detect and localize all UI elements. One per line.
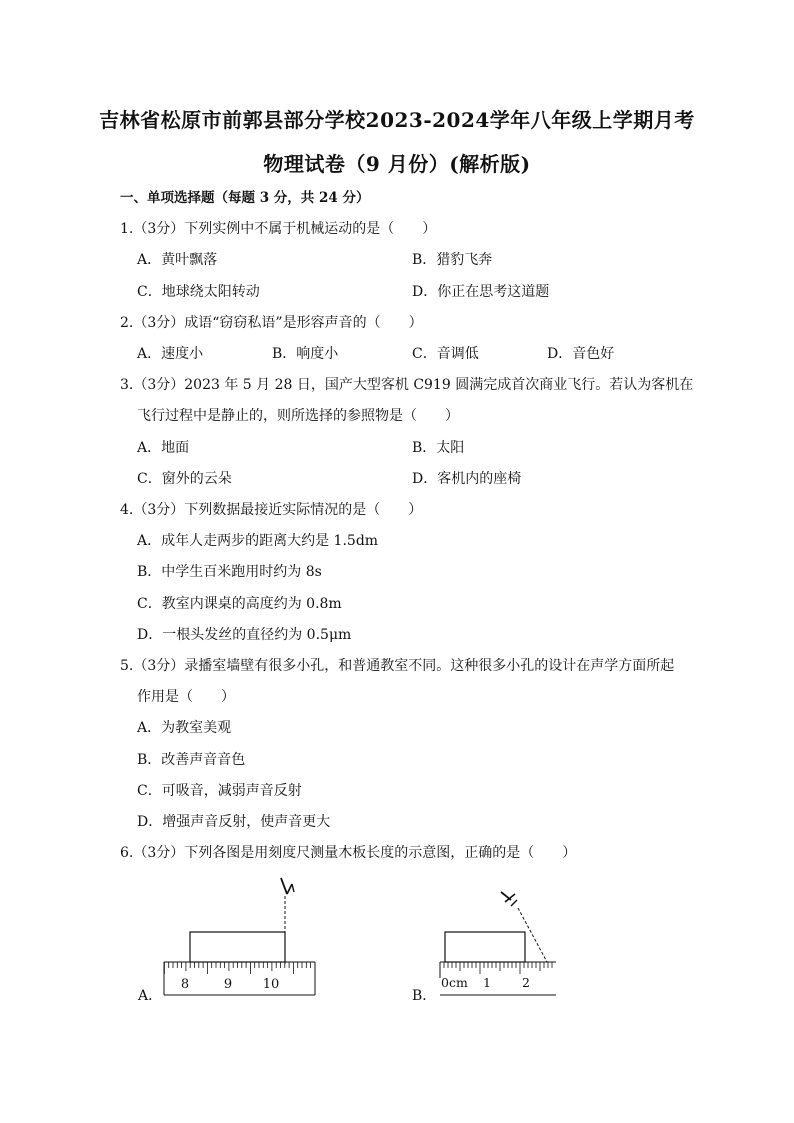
question-2-stem: 2.（3分）成语“窃窃私语”是形容声音的（ ） bbox=[120, 315, 423, 331]
tick-label: 2 bbox=[522, 975, 530, 990]
ruler-figure-a bbox=[150, 870, 330, 1005]
eye-icon bbox=[501, 892, 517, 906]
q2-option-a: A．速度小 bbox=[137, 346, 204, 362]
eye-icon bbox=[281, 878, 294, 894]
q2-option-c: C．音调低 bbox=[412, 346, 479, 362]
q3-option-d: D．客机内的座椅 bbox=[412, 471, 522, 487]
q2-option-b: B．响度小 bbox=[272, 346, 339, 362]
q5-option-c: C．可吸音，减弱声音反射 bbox=[137, 783, 302, 799]
q4-option-b: B．中学生百米跑用时约为 8s bbox=[137, 564, 322, 580]
tick-label: 8 bbox=[180, 977, 190, 992]
wood-board bbox=[190, 932, 285, 962]
tick-label: 9 bbox=[223, 977, 233, 992]
q1-option-a: A．黄叶飘落 bbox=[137, 252, 218, 268]
tick-label: 1 bbox=[483, 975, 491, 990]
tick-label: 0cm bbox=[441, 975, 468, 990]
q1-option-d: D．你正在思考这道题 bbox=[412, 284, 550, 300]
q1-option-c: C．地球绕太阳转动 bbox=[137, 284, 260, 300]
question-6-stem: 6.（3分）下列各图是用刻度尺测量木板长度的示意图，正确的是（ ） bbox=[120, 845, 577, 861]
question-3-stem: 3.（3分）2023 年 5 月 28 日，国产大型客机 C919 圆满完成首次商业飞行。若认为客机在 bbox=[120, 377, 694, 393]
question-5-stem: 5.（3分）录播室墙壁有很多小孔，和普通教室不同。这种很多小孔的设计在声学方面所起 bbox=[120, 658, 675, 674]
q1-option-b: B．猎豹飞奔 bbox=[412, 252, 493, 268]
q3-option-c: C．窗外的云朵 bbox=[137, 471, 232, 487]
question-1-stem: 1.（3分）下列实例中不属于机械运动的是（ ） bbox=[120, 221, 437, 237]
q2-option-d: D．音色好 bbox=[547, 346, 615, 362]
question-4-stem: 4.（3分）下列数据最接近实际情况的是（ ） bbox=[120, 502, 423, 518]
q5-option-d: D．增强声音反射，使声音更大 bbox=[137, 814, 331, 830]
question-3-stem-cont: 飞行过程中是静止的，则所选择的参照物是（ ） bbox=[137, 408, 459, 424]
q5-option-b: B．改善声音音色 bbox=[137, 752, 246, 768]
ruler-ticks bbox=[164, 962, 310, 974]
q4-option-a: A．成年人走两步的距离大约是 1.5dm bbox=[137, 533, 379, 549]
ruler-figure-b bbox=[425, 870, 585, 1005]
tick-label: 10 bbox=[262, 977, 280, 992]
wood-board bbox=[445, 932, 525, 962]
ruler-ticks bbox=[440, 962, 552, 974]
q5-option-a: A．为教室美观 bbox=[137, 720, 232, 736]
title-line-1: 吉林省松原市前郭县部分学校2023-2024学年八年级上学期月考 bbox=[99, 108, 695, 132]
title-line-2: 物理试卷（9 月份）(解析版) bbox=[263, 152, 531, 176]
fig-b-label: B． bbox=[412, 988, 437, 1004]
q3-option-a: A．地面 bbox=[137, 440, 190, 456]
q4-option-d: D．一根头发丝的直径约为 0.5μm bbox=[137, 627, 352, 643]
question-5-stem-cont: 作用是（ ） bbox=[137, 689, 235, 705]
q3-option-b: B．太阳 bbox=[412, 440, 465, 456]
q4-option-c: C．教室内课桌的高度约为 0.8m bbox=[137, 596, 342, 612]
section-header: 一、单项选择题（每题 3 分，共 24 分） bbox=[120, 190, 370, 206]
sight-line bbox=[518, 908, 547, 962]
fig-a-label: A． bbox=[138, 988, 163, 1004]
